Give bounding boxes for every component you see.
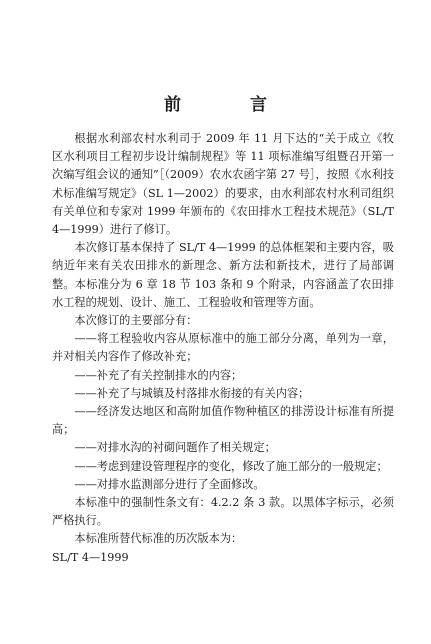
document-body bbox=[52, 130, 394, 567]
paragraph-background: 根据水利部农村水利司于 2009 年 11 月下达的“关于成立《牧区水利项目工程初步设计编制规程》等 11 项标准编写组暨召开第一次编写组会议的通知”［（2009）农水农函字第 27 号］，按照《水利技术标准编写规定》（SL 1—2002）的要求，由水利部农村水利司组织有关单位和专家对 1999 年颁布的《农田排水工程技术规范》（SL/T 4—1999）进行了修订。 bbox=[52, 132, 394, 237]
paragraph-revision-summary: 本次修订基本保持了 SL/T 4—1999 的总体框架和主要内容，吸纳近年来有关农田排水的新理念、新方法和新技术，进行了局部调整。本标准分为 6 章 18 节 103 条和 9 个附录，内容涵盖了农田排水工程的规划、设计、施工、工程验收和管理等方面。 bbox=[52, 241, 394, 309]
paragraph-mandatory-clauses: 本标准中的强制性条文有：4.2.2 条 3 款。以黑体字标示，必须严格执行。 bbox=[52, 496, 394, 528]
paragraph-previous-versions: 本标准所替代标准的历次版本为： bbox=[74, 532, 243, 546]
previous-version-code: SL/T 4—1999 bbox=[52, 550, 129, 564]
list-item: ——对排水监测部分进行了全面修改。 bbox=[74, 477, 265, 491]
list-item: ——补充了与城镇及村落排水衔接的有关内容； bbox=[74, 386, 310, 400]
list-item: ——经济发达地区和高附加值作物种植区的排涝设计标准有所提高； bbox=[52, 405, 394, 437]
page-title: 前 言 bbox=[164, 95, 293, 115]
list-item: ——将工程验收内容从原标准中的施工部分分离，单列为一章，并对相关内容作了修改补充； bbox=[52, 332, 394, 364]
list-item: ——对排水沟的衬砌问题作了相关规定； bbox=[74, 441, 276, 455]
list-item: ——考虑到建设管理程序的变化，修改了施工部分的一般规定； bbox=[74, 459, 388, 473]
list-item: ——补充了有关控制排水的内容； bbox=[74, 368, 243, 382]
paragraph-main-changes-intro: 本次修订的主要部分有： bbox=[74, 314, 198, 328]
